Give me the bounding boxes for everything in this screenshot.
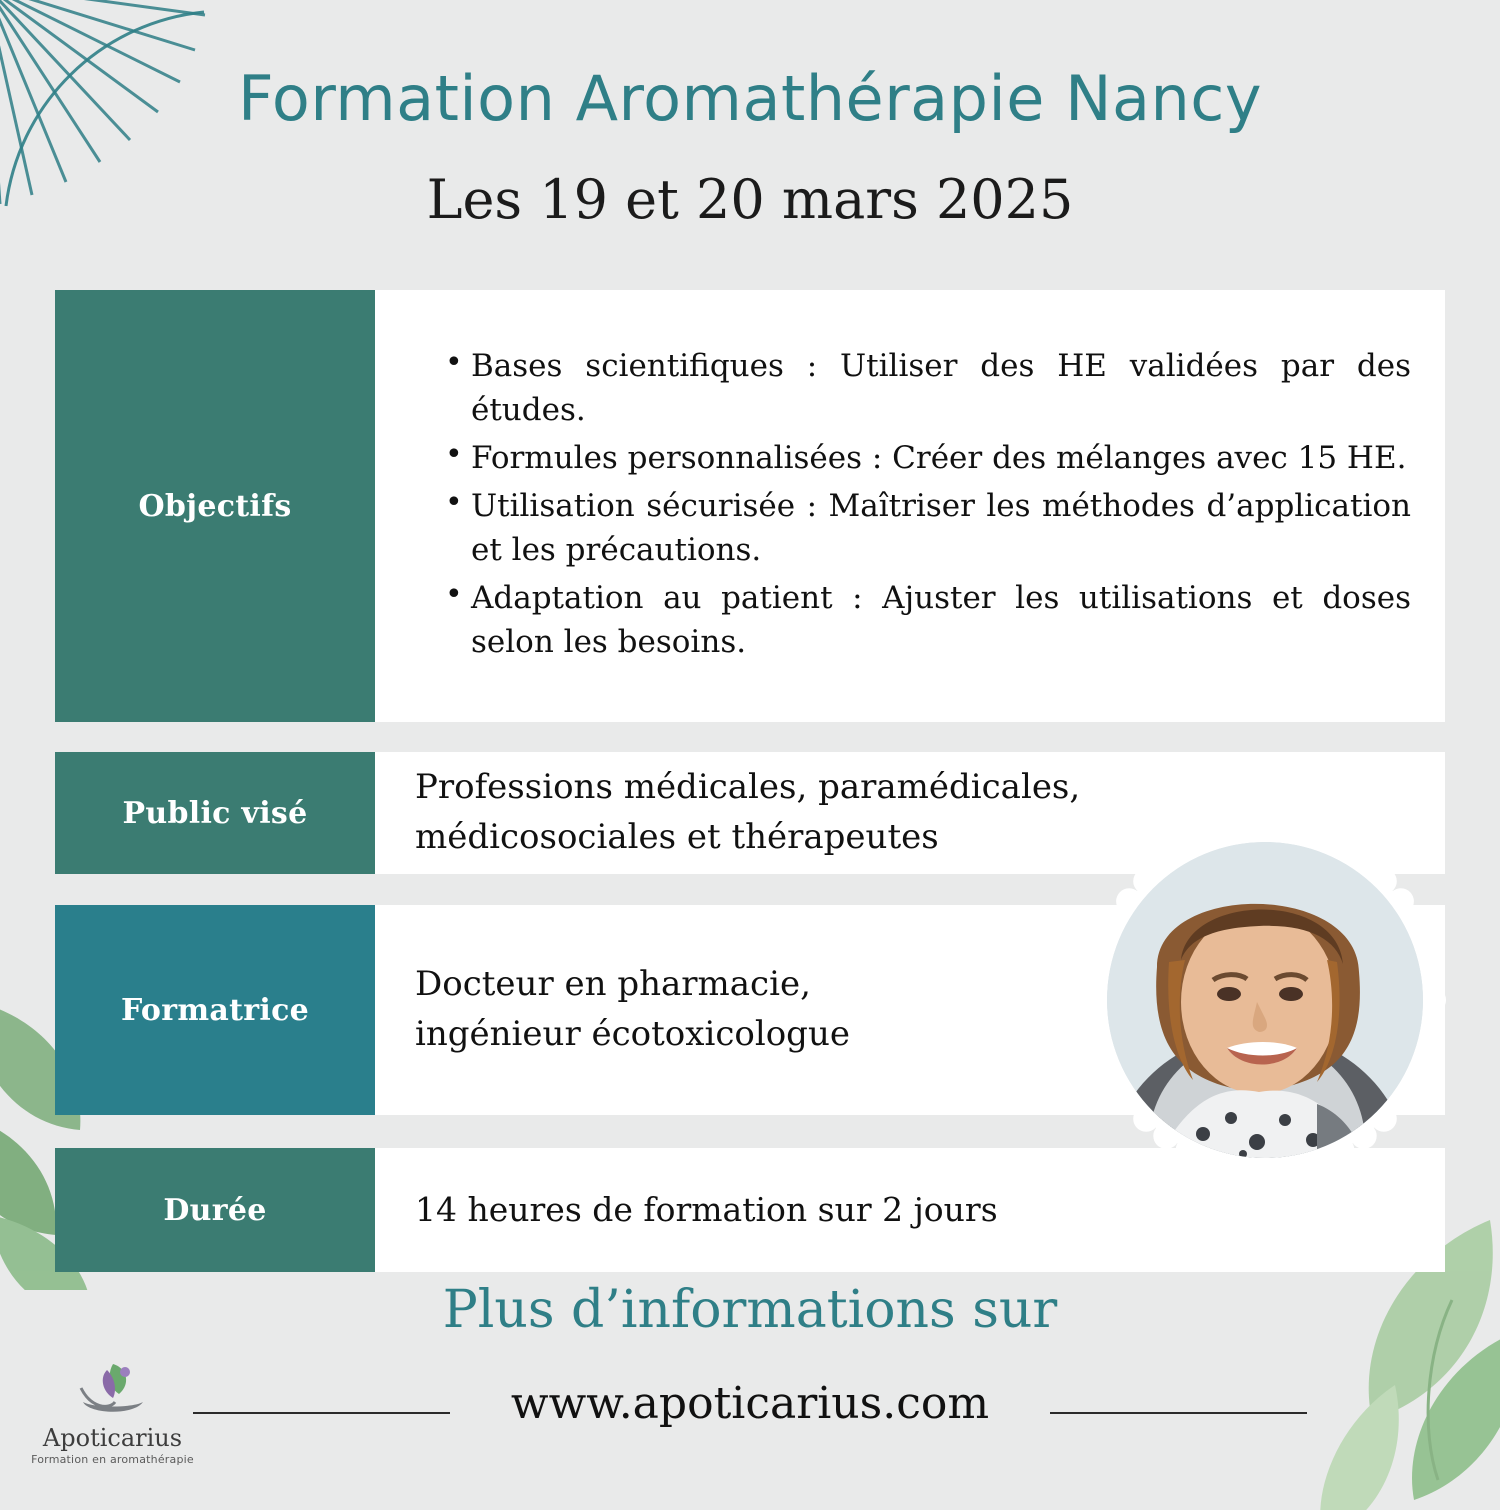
row-label-formatrice: Formatrice xyxy=(55,905,375,1115)
row-content-objectifs xyxy=(375,290,1445,722)
public-vise-line-2: médicosociales et thérapeutes xyxy=(415,817,939,857)
row-objectifs xyxy=(55,290,1445,722)
formatrice-line-2: ingénieur écotoxicologue xyxy=(415,1014,850,1054)
page-subtitle: Les 19 et 20 mars 2025 xyxy=(426,168,1074,231)
website-link[interactable]: www.apoticarius.com xyxy=(510,1378,990,1429)
logo-name: Apoticarius xyxy=(42,1424,183,1452)
avatar xyxy=(1107,842,1423,1158)
list-item: • Formules personnalisées : Créer des mélanges avec 15 HE. xyxy=(445,436,1411,480)
logo-tagline: Formation en aromathérapie xyxy=(31,1453,194,1466)
page-title: Formation Aromathérapie Nancy xyxy=(237,62,1263,135)
duree-text: 14 heures de formation sur 2 jours xyxy=(415,1189,998,1229)
row-label-duree: Durée xyxy=(55,1148,375,1272)
row-label-objectifs: Objectifs xyxy=(55,290,375,722)
row-label-public-vise: Public visé xyxy=(55,752,375,874)
logo xyxy=(25,1358,200,1466)
public-vise-line-1: Professions médicales, paramédicales, xyxy=(415,767,1081,808)
list-item: • Bases scientifiques : Utiliser des HE validées par des études. xyxy=(445,344,1411,432)
logo-icon xyxy=(69,1358,157,1418)
list-item: • Utilisation sécurisée : Maîtriser les méthodes d’application et les précautions. xyxy=(445,484,1411,572)
objectifs-list xyxy=(415,344,1411,668)
list-item: • Adaptation au patient : Ajuster les utilisations et doses selon les besoins. xyxy=(445,576,1411,664)
trainer-portrait xyxy=(1075,810,1455,1190)
formatrice-line-1: Docteur en pharmacie, xyxy=(415,964,811,1005)
more-info-text: Plus d’informations sur xyxy=(442,1280,1058,1340)
